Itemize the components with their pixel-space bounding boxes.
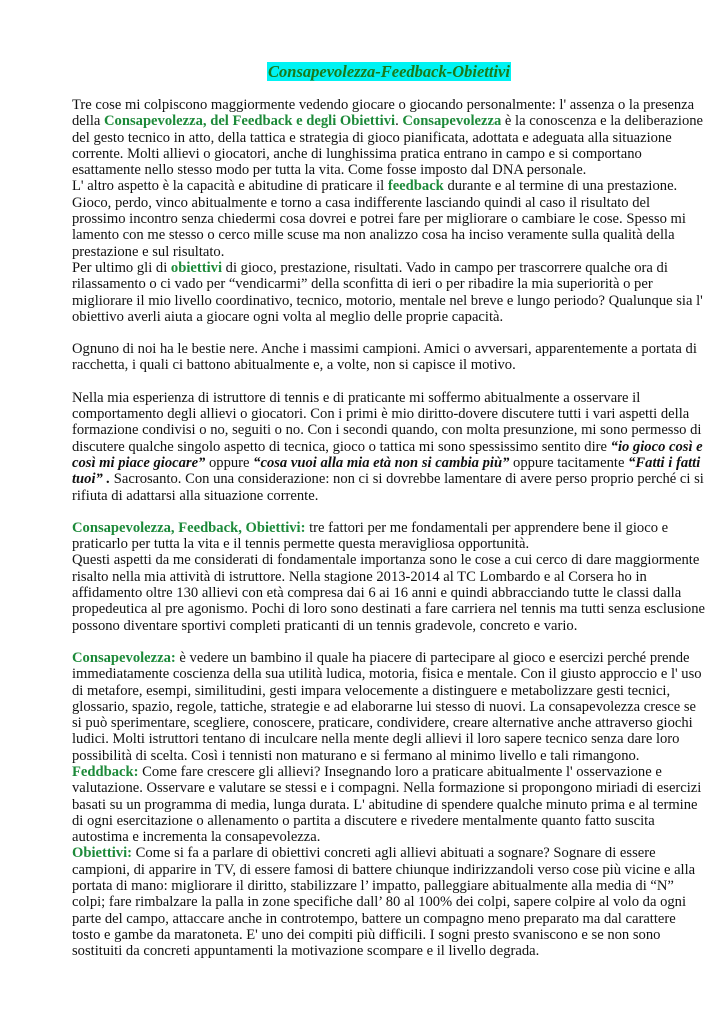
text: è vedere un bambino il quale ha piacere di partecipare al gioco e esercizi perché prende immediatamente coscienza della sua utilità ludica, motoria, fisica e mentale. Con il giusto approccio e l' uso di metafore, esempi, similitudini, gesti impara velocemente a distinguere e metabolizzare gesti tecnici, glossario, spazio, regole, tattiche, strategie e ad elaborarne lui stesso di nuovi. La consapevolezza cresce se si può sperimentare, scegliere, conoscere, praticare, condividere, creare alternative anche attraverso giochi ludici. Molti istruttori tentano di inculcare nella mente degli allievi il loro sapere tecnico senza dare loro possibilità di scelta. Così i tennisti non maturano e si fermano al minimo livello e tali rimangono. [72,649,702,764]
paragraph-consapevolezza [72,650,706,764]
text: L' altro aspetto è la capacità e abitudine di praticare il [72,178,388,195]
document-page [72,62,706,960]
paragraph-feedback [72,178,706,259]
text: . [395,113,403,130]
text: oppure tacitamente [509,454,629,471]
spacer [72,504,706,520]
quote-text: “Fatti i fatti tuoi” . [72,454,701,488]
text: Tre cose mi colpiscono maggiormente vedendo giocare o giocando personalmente: l' assenza o la presenza della [72,97,695,130]
highlight-text: Feddback: [72,763,139,780]
paragraph-esperienza [72,390,706,504]
paragraph-intro [72,97,706,178]
highlight-text: Consapevolezza [402,113,502,130]
highlight-text: Obiettivi: [72,845,132,862]
paragraph-tre-fattori [72,520,706,553]
highlight-text: Consapevolezza: [72,649,176,666]
paragraph-obiettivi [72,260,706,325]
spacer [72,634,706,650]
text: Nella mia esperienza di istruttore di tennis e di praticante mi soffermo abitualmente a osservare il comportamento degli allievi o giocatori. Con i primi è mio diritto-dovere discutere tutti i vari aspetti della formazione condivisi o no, seguiti o no. Con i secondi quando, con molta presunzione, mi sono permesso di discutere qualche singolo aspetto di tecnica, gioco o tattica mi sono spessissimo sentito dire [72,389,702,455]
highlight-text: Consapevolezza, del Feedback e degli Obiettivi [104,113,396,130]
text: Come fare crescere gli allievi? Insegnando loro a praticare abitualmente l' osservazione e valutazione. Osservare e valutare se stessi e i compagni. Nella formazione si propongono miriadi di esercizi basati su un programma di media, lunga durata. L' abitudine di spendere qualche minuto prima e al termine di ogni esercitazione o allenamento o partita a discutere e rivedere mentalmente quanto fatto suscita autostima e incrementa la consapevolezza. [72,763,702,846]
text: è la conoscenza e la deliberazione del gesto tecnico in atto, della tattica e strategia di gioco pianificata, adottata e adeguata alla situazione corrente. Molti allievi o giocatori, anche di lunghissima pratica entrano in campo e si comportano esattamente nello stesso modo per tutta la vita. Come fosse imposto dal DNA personale. [72,113,704,179]
text: tre fattori per me fondamentali per apprendere bene il gioco e praticarlo per tutta la vita e il tennis permette questa meravigliosa opportunità. [72,519,669,553]
text: oppure [205,454,254,471]
spacer [72,374,706,390]
text: Sacrosanto. Con una considerazione: non ci si dovrebbe lamentare di avere perso proprio perché ci si rifiuta di adattarsi alla situazione corrente. [72,471,704,504]
quote-text: “io gioco così e così mi piace giocare” [72,438,703,471]
quote-text: “cosa vuoi alla mia età non si cambia più” [253,454,510,471]
paragraph-bestie-nere: Ognuno di noi ha le bestie nere. Anche i massimi campioni. Amici o avversari, apparentemente a portata di racchetta, i quali ci battono abitualmente e, a volte, non si capisce il motivo. [72,341,697,374]
text: Per ultimo gli di [72,259,171,276]
spacer [72,325,706,341]
paragraph-feddback [72,764,706,845]
text: Come si fa a parlare di obiettivi concreti agli allievi abituati a sognare? Sognare di essere campioni, di apparire in TV, di essere famosi di battere chiunque indirizzandoli verso cose più vicine e alla portata di mano: migliorare il diritto, stabilizzare l’ impatto, palleggiare abitualmente alla media di “N” colpi; fare rimbalzare la palla in zone specifiche dall’ 80 al 100% dei colpi, sapere colpire al volo da ogni parte del campo, attaccare anche in controtempo, battere un compagno meno preparato ma dal carattere tosto e gambe da maratoneta. E' uno dei compiti più difficili. I sogni presto svaniscono e se non sono sostituiti da concreti appuntamenti la motivazione scompare e il livello degrada. [72,845,696,960]
highlight-text: feedback [387,178,444,195]
highlight-text: Consapevolezza, Feedback, Obiettivi: [72,519,306,536]
paragraph-attivita: Questi aspetti da me considerati di fondamentale importanza sono le cose a cui cerco di dare maggiormente risalto nella mia attività di istruttore. Nella stagione 2013-2014 al TC Lombardo e al Corsera ho in affidamento oltre 130 allievi con età compresa dai 6 ai 16 anni e quindi abbracciando tutte le classi dalla propedeutica al pre agonismo. Pochi di loro sono destinati a fare carriera nel tennis ma tutti senza esclusione possono diventare sportivi completi praticanti di un tennis gradevole, concreto e vario. [72,552,705,634]
text: di gioco, prestazione, risultati. Vado in campo per trascorrere qualche ora di rilassamento o ci vado per “vendicarmi” della sconfitta di ieri o per ribadire la mia superiorità o per migliorare il mio livello coordinativo, tecnico, motorio, mentale nel breve e lungo periodo? Qualunque sia l' obiettivo averli aiuta a giocare ogni volta al meglio delle proprie capacità. [72,259,703,325]
document-title: Consapevolezza-Feedback-Obiettivi [268,62,510,81]
highlight-text: obiettivi [170,259,222,276]
paragraph-obiettivi-detail [72,845,706,959]
text: durante e al termine di una prestazione. Gioco, perdo, vinco abitualmente e torno a casa indifferente lasciando quindi al caso il risultato del prossimo incontro senza chiedermi cosa dovrei e potrei fare per migliorare o cambiare le cose. Spesso mi lamento con me stesso o cerco mille scuse ma non analizzo cosa ha inciso veramente sulla qualità della prestazione e sul risultato. [72,178,686,260]
